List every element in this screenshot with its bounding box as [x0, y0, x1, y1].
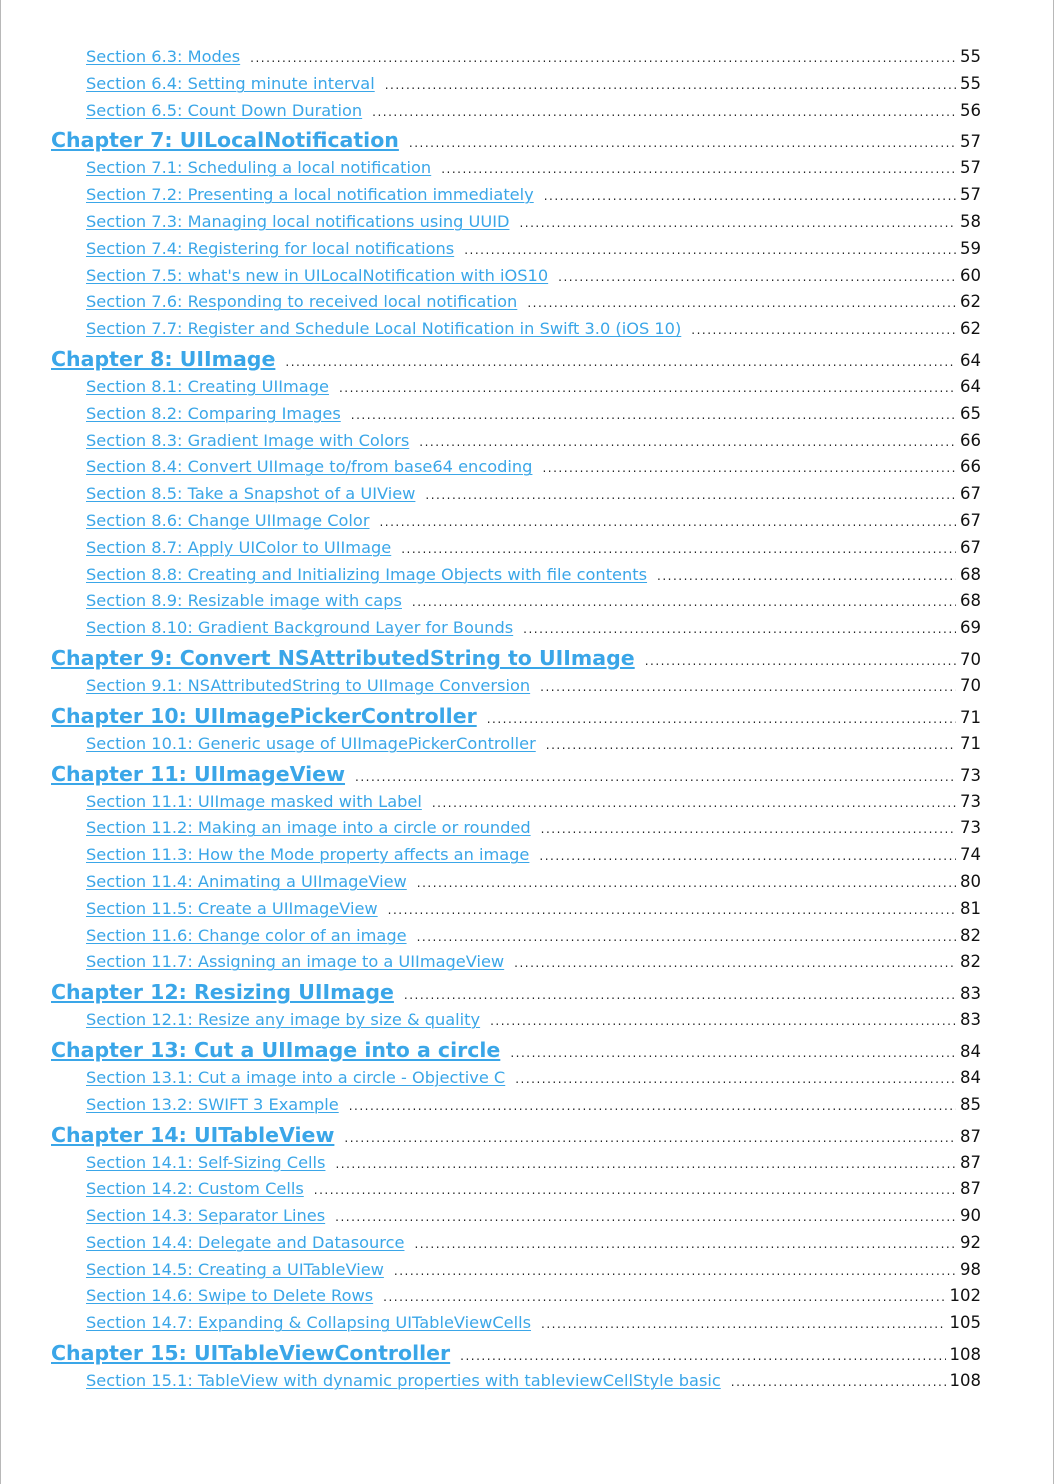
toc-page-number: 62 [960, 292, 981, 312]
toc-section-row [51, 266, 981, 293]
toc-page-number: 105 [949, 1313, 981, 1333]
toc-dot-leader [731, 1375, 946, 1389]
toc-section-row [51, 484, 981, 511]
toc-dot-leader [464, 243, 956, 257]
toc-page-number: 87 [960, 1179, 981, 1199]
toc-section-row [51, 845, 981, 872]
toc-dot-leader [335, 1157, 956, 1171]
toc-page-number: 87 [960, 1126, 981, 1146]
toc-page-number: 84 [960, 1041, 981, 1061]
toc-dot-leader [542, 461, 956, 475]
toc-section-link[interactable]: Section 11.1: UIImage masked with Label [86, 791, 422, 811]
toc-chapter-link[interactable]: Chapter 13: Cut a UIImage into a circle [51, 1037, 501, 1062]
toc-section-link[interactable]: Section 7.7: Register and Schedule Local Notification in Swift 3.0 (iOS 10) [86, 319, 682, 339]
toc-section-link[interactable]: Section 14.7: Expanding & Collapsing UITableViewCells [86, 1313, 532, 1333]
toc-page-number: 65 [960, 403, 981, 423]
toc-section-link[interactable]: Section 14.2: Custom Cells [86, 1179, 304, 1199]
toc-chapter-link[interactable]: Chapter 12: Resizing UIImage [51, 980, 394, 1005]
toc-chapter-row [51, 346, 981, 377]
toc-section-row [51, 185, 981, 212]
toc-section-link[interactable]: Section 8.8: Creating and Initializing Image Objects with file contents [86, 564, 648, 584]
toc-page-number: 68 [960, 591, 981, 611]
toc-page-number: 55 [960, 73, 981, 93]
toc-dot-leader [335, 1210, 956, 1224]
toc-page-number: 82 [960, 925, 981, 945]
toc-dot-leader [425, 488, 956, 502]
toc-page-number: 98 [960, 1259, 981, 1279]
toc-section-link[interactable]: Section 12.1: Resize any image by size & quality [86, 1010, 481, 1030]
toc-section-row [51, 74, 981, 101]
toc-chapter-row [51, 1122, 981, 1153]
toc-section-row [51, 926, 981, 953]
toc-dot-leader [645, 654, 956, 668]
toc-section-link[interactable]: Section 7.1: Scheduling a local notification [86, 158, 432, 178]
toc-section-link[interactable]: Section 11.2: Making an image into a circle or rounded [86, 818, 531, 838]
toc-dot-leader [558, 270, 956, 284]
toc-section-row [51, 511, 981, 538]
toc-page-number: 56 [960, 100, 981, 120]
toc-section-link[interactable]: Section 8.5: Take a Snapshot of a UIView [86, 484, 416, 504]
toc-section-link[interactable]: Section 15.1: TableView with dynamic properties with tableviewCellStyle basic [86, 1371, 721, 1391]
toc-section-row [51, 565, 981, 592]
toc-chapter-row [51, 979, 981, 1010]
toc-section-row [51, 899, 981, 926]
toc-page-number: 69 [960, 618, 981, 638]
toc-section-row [51, 158, 981, 185]
toc-page-number: 108 [949, 1345, 981, 1365]
toc-chapter-link[interactable]: Chapter 8: UIImage [51, 346, 276, 371]
toc-dot-leader [515, 1072, 956, 1086]
toc-dot-leader [417, 876, 956, 890]
toc-page-number: 108 [949, 1371, 981, 1391]
toc-section-row [51, 319, 981, 346]
toc-chapter-link[interactable]: Chapter 9: Convert NSAttributedString to UIImage [51, 645, 635, 670]
toc-page-number: 70 [960, 649, 981, 669]
toc-section-link[interactable]: Section 13.2: SWIFT 3 Example [86, 1094, 339, 1114]
table-of-contents [51, 47, 981, 1398]
toc-dot-leader [401, 542, 956, 556]
toc-section-row [51, 1260, 981, 1287]
toc-dot-leader [409, 136, 956, 150]
toc-page-number: 71 [960, 707, 981, 727]
toc-section-link[interactable]: Section 6.4: Setting minute interval [86, 73, 375, 93]
toc-dot-leader [404, 988, 956, 1002]
toc-page-number: 83 [960, 984, 981, 1004]
toc-dot-leader [657, 569, 956, 583]
toc-section-link[interactable]: Section 11.3: How the Mode property affects an image [86, 845, 530, 865]
toc-dot-leader [388, 903, 956, 917]
toc-dot-leader [514, 956, 956, 970]
toc-page-number: 84 [960, 1067, 981, 1087]
toc-page-number: 70 [960, 675, 981, 695]
toc-page-number: 73 [960, 765, 981, 785]
toc-section-link[interactable]: Section 14.5: Creating a UITableView [86, 1259, 384, 1279]
toc-page-number: 81 [960, 898, 981, 918]
toc-page-number: 62 [960, 319, 981, 339]
toc-page-number: 67 [960, 484, 981, 504]
toc-section-row [51, 872, 981, 899]
toc-dot-leader [419, 435, 956, 449]
toc-section-link[interactable]: Section 7.5: what's new in UILocalNotification with iOS10 [86, 265, 549, 285]
toc-dot-leader [523, 622, 956, 636]
toc-section-row [51, 1233, 981, 1260]
toc-dot-leader [460, 1349, 945, 1363]
toc-section-row [51, 1371, 981, 1398]
toc-section-row [51, 239, 981, 266]
toc-section-link[interactable]: Section 9.1: NSAttributedString to UIImage Conversion [86, 675, 531, 695]
toc-section-row [51, 1068, 981, 1095]
toc-section-row [51, 1010, 981, 1037]
toc-chapter-link[interactable]: Chapter 11: UIImageView [51, 761, 346, 786]
toc-section-link[interactable]: Section 14.6: Swipe to Delete Rows [86, 1286, 374, 1306]
toc-section-link[interactable]: Section 14.3: Separator Lines [86, 1206, 326, 1226]
toc-page-number: 82 [960, 952, 981, 972]
toc-section-link[interactable]: Section 8.7: Apply UIColor to UIImage [86, 537, 392, 557]
toc-section-row [51, 1179, 981, 1206]
toc-section-link[interactable]: Section 8.1: Creating UIImage [86, 376, 329, 396]
toc-section-link[interactable]: Section 7.3: Managing local notifications using UUID [86, 211, 510, 231]
toc-chapter-link[interactable]: Chapter 10: UIImagePickerController [51, 703, 477, 728]
toc-dot-leader [441, 162, 956, 176]
toc-section-link[interactable]: Section 11.7: Assigning an image to a UIImageView [86, 952, 505, 972]
toc-section-row [51, 1313, 981, 1340]
toc-page-number: 58 [960, 211, 981, 231]
toc-chapter-row [51, 645, 981, 676]
toc-dot-leader [519, 216, 956, 230]
toc-section-link[interactable]: Section 8.2: Comparing Images [86, 403, 341, 423]
toc-section-row [51, 952, 981, 979]
toc-section-link[interactable]: Section 7.2: Presenting a local notification immediately [86, 185, 534, 205]
toc-page-number: 66 [960, 430, 981, 450]
toc-page-number: 73 [960, 791, 981, 811]
toc-dot-leader [691, 323, 956, 337]
toc-dot-leader [414, 1237, 956, 1251]
toc-dot-leader [432, 796, 956, 810]
toc-section-row [51, 1095, 981, 1122]
toc-section-row [51, 1286, 981, 1313]
toc-page-number: 64 [960, 376, 981, 396]
toc-section-row [51, 47, 981, 74]
toc-chapter-row [51, 1037, 981, 1068]
toc-dot-leader [541, 1317, 945, 1331]
toc-chapter-row [51, 127, 981, 158]
toc-section-link[interactable]: Section 6.3: Modes [86, 47, 241, 66]
toc-chapter-link[interactable]: Chapter 7: UILocalNotification [51, 128, 399, 153]
toc-dot-leader [285, 355, 956, 369]
toc-section-row [51, 538, 981, 565]
toc-section-link[interactable]: Section 8.9: Resizable image with caps [86, 591, 402, 611]
toc-section-row [51, 212, 981, 239]
toc-dot-leader [314, 1183, 956, 1197]
page-border-left [0, 0, 1, 1484]
toc-section-row [51, 457, 981, 484]
toc-section-link[interactable]: Section 7.6: Responding to received local notification [86, 292, 518, 312]
toc-page-number: 90 [960, 1206, 981, 1226]
toc-dot-leader [351, 408, 956, 422]
toc-section-link[interactable]: Section 11.4: Animating a UIImageView [86, 871, 407, 891]
toc-page-number: 71 [960, 733, 981, 753]
toc-page-number: 85 [960, 1094, 981, 1114]
toc-section-row [51, 618, 981, 645]
toc-dot-leader [417, 930, 956, 944]
toc-section-link[interactable]: Section 7.4: Registering for local notifications [86, 238, 455, 258]
toc-page-number: 83 [960, 1010, 981, 1030]
toc-dot-leader [487, 712, 956, 726]
toc-page-number: 68 [960, 564, 981, 584]
toc-section-row [51, 1153, 981, 1180]
toc-section-row [51, 101, 981, 128]
toc-section-row [51, 818, 981, 845]
toc-section-link[interactable]: Section 13.1: Cut a image into a circle - Objective C [86, 1067, 506, 1087]
toc-section-link[interactable]: Section 11.5: Create a UIImageView [86, 898, 378, 918]
toc-dot-leader [349, 1099, 956, 1113]
toc-page-number: 102 [949, 1286, 981, 1306]
toc-dot-leader [510, 1046, 956, 1060]
toc-section-link[interactable]: Section 8.6: Change UIImage Color [86, 510, 370, 530]
toc-section-link[interactable]: Section 14.1: Self-Sizing Cells [86, 1152, 326, 1172]
toc-dot-leader [383, 1290, 945, 1304]
toc-section-link[interactable]: Section 10.1: Generic usage of UIImagePickerController [86, 733, 536, 753]
toc-dot-leader [546, 738, 956, 752]
toc-section-link[interactable]: Section 11.6: Change color of an image [86, 925, 407, 945]
toc-chapter-row [51, 761, 981, 792]
toc-page-number: 87 [960, 1152, 981, 1172]
toc-page-number: 57 [960, 185, 981, 205]
toc-section-link[interactable]: Section 8.3: Gradient Image with Colors [86, 430, 410, 450]
toc-section-row [51, 377, 981, 404]
toc-page-number: 67 [960, 510, 981, 530]
toc-section-row [51, 792, 981, 819]
toc-section-row [51, 1206, 981, 1233]
toc-page-number: 73 [960, 818, 981, 838]
toc-page-number: 64 [960, 350, 981, 370]
toc-chapter-link[interactable]: Chapter 15: UITableViewController [51, 1341, 451, 1366]
toc-section-link[interactable]: Section 6.5: Count Down Duration [86, 100, 363, 120]
toc-dot-leader [385, 78, 956, 92]
toc-chapter-row [51, 1340, 981, 1371]
toc-dot-leader [339, 381, 956, 395]
toc-dot-leader [527, 296, 956, 310]
toc-dot-leader [372, 105, 956, 119]
toc-dot-leader [344, 1131, 956, 1145]
toc-dot-leader [541, 822, 956, 836]
toc-page-number: 80 [960, 871, 981, 891]
toc-page-number: 57 [960, 158, 981, 178]
toc-section-link[interactable]: Section 8.10: Gradient Background Layer for Bounds [86, 618, 514, 638]
toc-dot-leader [355, 770, 956, 784]
toc-section-row [51, 292, 981, 319]
toc-dot-leader [539, 849, 956, 863]
toc-page-number: 55 [960, 47, 981, 66]
toc-page-number: 60 [960, 265, 981, 285]
toc-page-number: 59 [960, 238, 981, 258]
toc-section-row [51, 734, 981, 761]
toc-section-row [51, 676, 981, 703]
toc-page-number: 66 [960, 457, 981, 477]
toc-page-number: 92 [960, 1232, 981, 1252]
toc-dot-leader [412, 595, 956, 609]
toc-page-number: 57 [960, 132, 981, 152]
toc-section-link[interactable]: Section 14.4: Delegate and Datasource [86, 1232, 405, 1252]
toc-dot-leader [250, 51, 956, 65]
toc-dot-leader [540, 680, 956, 694]
toc-chapter-row [51, 703, 981, 734]
toc-section-row [51, 431, 981, 458]
toc-section-link[interactable]: Section 8.4: Convert UIImage to/from base64 encoding [86, 457, 533, 477]
toc-section-row [51, 404, 981, 431]
toc-dot-leader [490, 1014, 956, 1028]
toc-dot-leader [394, 1264, 956, 1278]
toc-chapter-link[interactable]: Chapter 14: UITableView [51, 1122, 335, 1147]
toc-section-row [51, 591, 981, 618]
toc-page-number: 67 [960, 537, 981, 557]
toc-dot-leader [379, 515, 956, 529]
toc-page-number: 74 [960, 845, 981, 865]
toc-dot-leader [544, 189, 956, 203]
